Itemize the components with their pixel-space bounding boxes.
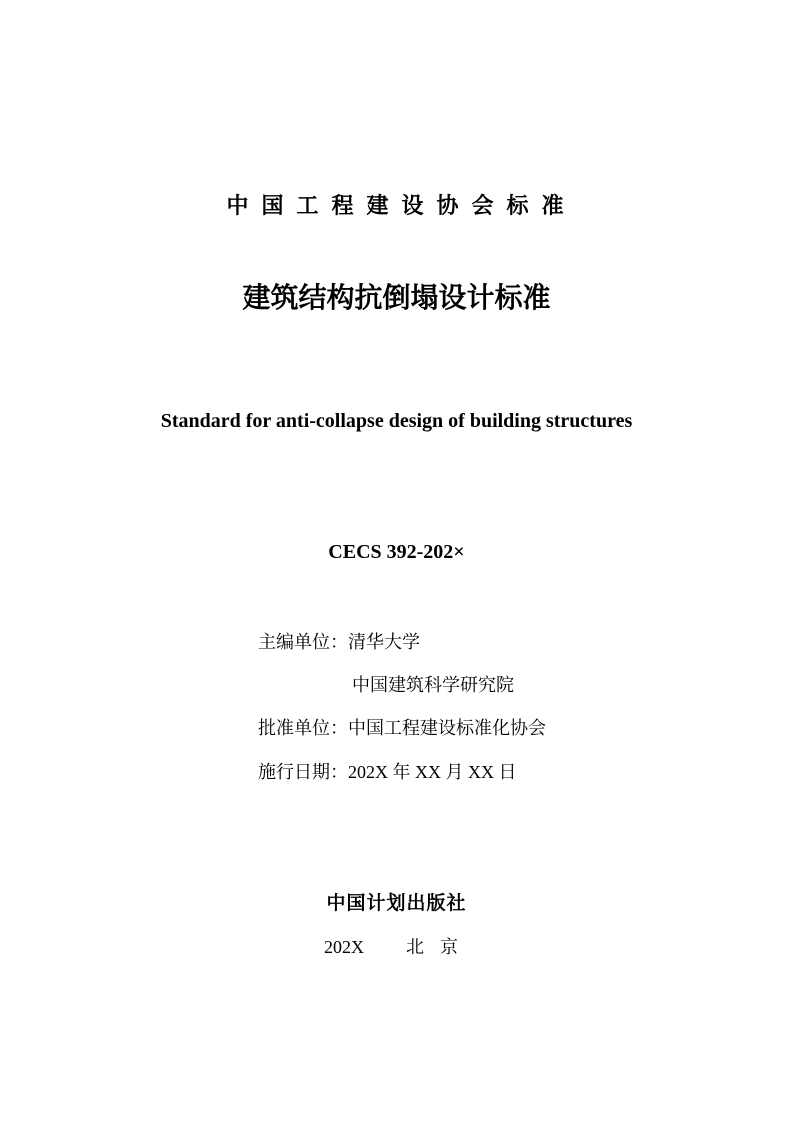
approver-row: [258, 714, 546, 740]
publication-city: 北京: [406, 937, 474, 958]
editor-secondary: 中国建筑科学研究院: [352, 675, 514, 696]
editor-secondary-row: [352, 671, 514, 697]
organization-line: 中国工程建设协会标准: [226, 194, 577, 219]
editor-row: [258, 628, 420, 654]
approver-label: 批准单位：: [258, 718, 348, 739]
editor-label: 主编单位：: [258, 632, 348, 653]
effective-date-label: 施行日期：: [258, 762, 348, 783]
publication-year: 202X: [324, 937, 364, 957]
editor-primary: 清华大学: [348, 632, 420, 653]
publisher-name: 中国计划出版社: [326, 892, 467, 914]
document-title-english: Standard for anti-collapse design of building structures: [160, 410, 633, 432]
publication-place-line: [324, 933, 474, 959]
approver-value: 中国工程建设标准化协会: [348, 718, 546, 739]
effective-date-row: [258, 758, 517, 784]
document-title-chinese: 建筑结构抗倒塌设计标准: [242, 281, 551, 314]
standard-code: CECS 392-202×: [328, 541, 465, 563]
effective-date-value: 202X 年 XX 月 XX 日: [348, 762, 517, 782]
